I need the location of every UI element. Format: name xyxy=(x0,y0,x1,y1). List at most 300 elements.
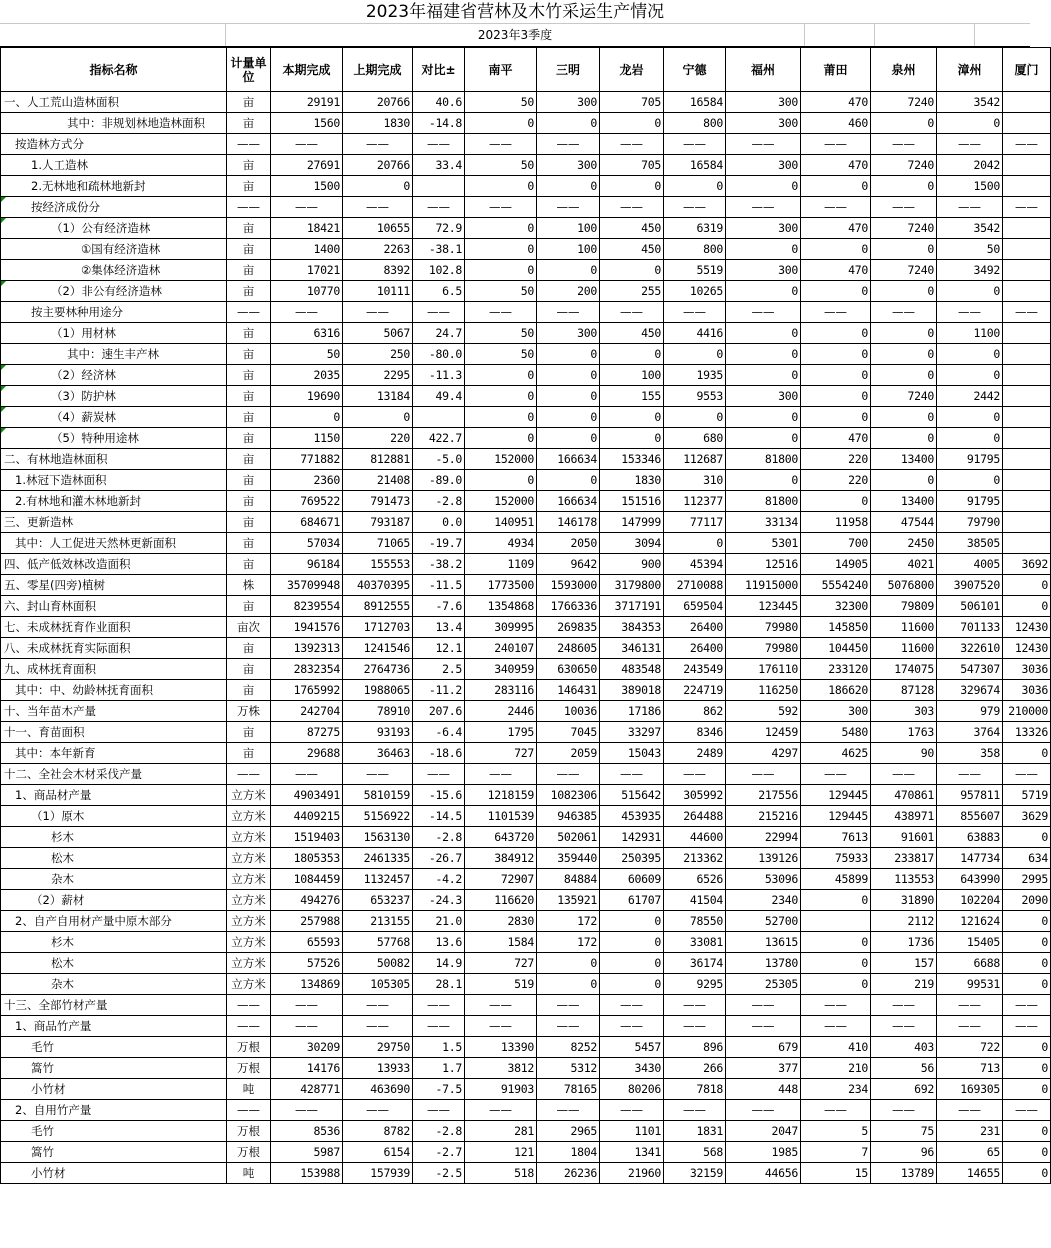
indicator-name-cell[interactable]: （1）用材林 xyxy=(1,323,227,344)
current-cell[interactable]: 87275 xyxy=(271,722,343,743)
current-cell[interactable]: 1500 xyxy=(271,176,343,197)
ningde-cell[interactable]: 1935 xyxy=(664,365,726,386)
ningde-cell[interactable]: 7818 xyxy=(664,1079,726,1100)
previous-cell[interactable]: 71065 xyxy=(343,533,413,554)
zhangzhou-cell[interactable]: 147734 xyxy=(937,848,1003,869)
zhangzhou-cell[interactable]: 322610 xyxy=(937,638,1003,659)
indicator-name-cell[interactable]: 其中：人工促进天然林更新面积 xyxy=(1,533,227,554)
zhangzhou-cell[interactable]: 3542 xyxy=(937,218,1003,239)
nanping-cell[interactable]: —— xyxy=(465,995,537,1016)
compare-cell[interactable]: -2.5 xyxy=(413,1163,465,1184)
ningde-cell[interactable]: 41504 xyxy=(664,890,726,911)
sanming-cell[interactable]: 0 xyxy=(537,365,600,386)
nanping-cell[interactable]: 91903 xyxy=(465,1079,537,1100)
nanping-cell[interactable]: 2446 xyxy=(465,701,537,722)
longyan-cell[interactable]: 0 xyxy=(600,428,664,449)
zhangzhou-cell[interactable]: 1100 xyxy=(937,323,1003,344)
previous-cell[interactable]: 20766 xyxy=(343,92,413,113)
current-cell[interactable]: 1400 xyxy=(271,239,343,260)
indicator-name-cell[interactable]: 其中：非规划林地造林面积 xyxy=(1,113,227,134)
nanping-cell[interactable]: 13390 xyxy=(465,1037,537,1058)
indicator-name-cell[interactable]: ②集体经济造林 xyxy=(1,260,227,281)
sanming-cell[interactable]: 0 xyxy=(537,470,600,491)
sanming-cell[interactable]: 946385 xyxy=(537,806,600,827)
indicator-name-cell[interactable]: 八、未成林抚育实际面积 xyxy=(1,638,227,659)
ningde-cell[interactable]: 9553 xyxy=(664,386,726,407)
current-cell[interactable]: 10770 xyxy=(271,281,343,302)
current-cell[interactable]: 257988 xyxy=(271,911,343,932)
indicator-name-cell[interactable]: 1、商品竹产量 xyxy=(1,1016,227,1037)
compare-cell[interactable]: -26.7 xyxy=(413,848,465,869)
ningde-cell[interactable]: 2710088 xyxy=(664,575,726,596)
current-cell[interactable]: 35709948 xyxy=(271,575,343,596)
fuzhou-cell[interactable]: 300 xyxy=(726,155,801,176)
xiamen-cell[interactable] xyxy=(1003,344,1051,365)
nanping-cell[interactable]: 309995 xyxy=(465,617,537,638)
indicator-name-cell[interactable]: 其中：本年新育 xyxy=(1,743,227,764)
quanzhou-cell[interactable]: 96 xyxy=(871,1142,937,1163)
compare-cell[interactable]: 14.9 xyxy=(413,953,465,974)
nanping-cell[interactable]: 1101539 xyxy=(465,806,537,827)
xiamen-cell[interactable]: 0 xyxy=(1003,1142,1051,1163)
fuzhou-cell[interactable]: 300 xyxy=(726,92,801,113)
fuzhou-cell[interactable]: 2047 xyxy=(726,1121,801,1142)
nanping-cell[interactable]: 2830 xyxy=(465,911,537,932)
unit-cell[interactable]: 立方米 xyxy=(227,848,271,869)
nanping-cell[interactable]: 1354868 xyxy=(465,596,537,617)
current-cell[interactable]: 17021 xyxy=(271,260,343,281)
sanming-cell[interactable]: —— xyxy=(537,1100,600,1121)
fuzhou-cell[interactable]: 215216 xyxy=(726,806,801,827)
ningde-cell[interactable]: —— xyxy=(664,995,726,1016)
quanzhou-cell[interactable]: —— xyxy=(871,995,937,1016)
putian-cell[interactable]: 7 xyxy=(801,1142,871,1163)
quanzhou-cell[interactable]: —— xyxy=(871,764,937,785)
putian-cell[interactable]: 220 xyxy=(801,470,871,491)
current-cell[interactable]: 134869 xyxy=(271,974,343,995)
compare-cell[interactable]: -7.5 xyxy=(413,1079,465,1100)
longyan-cell[interactable]: —— xyxy=(600,764,664,785)
zhangzhou-cell[interactable]: 3542 xyxy=(937,92,1003,113)
nanping-cell[interactable]: 4934 xyxy=(465,533,537,554)
indicator-name-cell[interactable]: 五、零星(四旁)植树 xyxy=(1,575,227,596)
longyan-cell[interactable]: 450 xyxy=(600,218,664,239)
current-cell[interactable]: 1941576 xyxy=(271,617,343,638)
nanping-cell[interactable]: 519 xyxy=(465,974,537,995)
xiamen-cell[interactable]: 0 xyxy=(1003,1058,1051,1079)
fuzhou-cell[interactable]: 22994 xyxy=(726,827,801,848)
previous-cell[interactable]: 50082 xyxy=(343,953,413,974)
zhangzhou-cell[interactable]: 91795 xyxy=(937,449,1003,470)
sanming-cell[interactable]: 200 xyxy=(537,281,600,302)
nanping-cell[interactable]: —— xyxy=(465,1016,537,1037)
previous-cell[interactable]: —— xyxy=(343,995,413,1016)
sanming-cell[interactable]: 135921 xyxy=(537,890,600,911)
longyan-cell[interactable]: 1830 xyxy=(600,470,664,491)
putian-cell[interactable]: 0 xyxy=(801,407,871,428)
longyan-cell[interactable]: 153346 xyxy=(600,449,664,470)
longyan-cell[interactable]: 450 xyxy=(600,323,664,344)
ningde-cell[interactable]: 243549 xyxy=(664,659,726,680)
fuzhou-cell[interactable]: 300 xyxy=(726,113,801,134)
indicator-name-cell[interactable]: （3）防护林 xyxy=(1,386,227,407)
longyan-cell[interactable]: 3179800 xyxy=(600,575,664,596)
previous-cell[interactable]: 29750 xyxy=(343,1037,413,1058)
longyan-cell[interactable]: 33297 xyxy=(600,722,664,743)
putian-cell[interactable]: —— xyxy=(801,134,871,155)
zhangzhou-cell[interactable]: —— xyxy=(937,1016,1003,1037)
fuzhou-cell[interactable]: 13780 xyxy=(726,953,801,974)
compare-cell[interactable]: -11.5 xyxy=(413,575,465,596)
compare-cell[interactable]: —— xyxy=(413,302,465,323)
compare-cell[interactable]: -38.2 xyxy=(413,554,465,575)
ningde-cell[interactable]: 77117 xyxy=(664,512,726,533)
quanzhou-cell[interactable]: 157 xyxy=(871,953,937,974)
compare-cell[interactable]: —— xyxy=(413,134,465,155)
longyan-cell[interactable]: 147999 xyxy=(600,512,664,533)
current-cell[interactable]: 2832354 xyxy=(271,659,343,680)
unit-cell[interactable]: 万根 xyxy=(227,1037,271,1058)
current-cell[interactable]: 428771 xyxy=(271,1079,343,1100)
indicator-name-cell[interactable]: 十二、全社会木材采伐产量 xyxy=(1,764,227,785)
unit-cell[interactable]: 亩 xyxy=(227,386,271,407)
previous-cell[interactable]: 791473 xyxy=(343,491,413,512)
putian-cell[interactable]: 0 xyxy=(801,176,871,197)
putian-cell[interactable]: 470 xyxy=(801,155,871,176)
xiamen-cell[interactable] xyxy=(1003,470,1051,491)
longyan-cell[interactable]: 100 xyxy=(600,365,664,386)
longyan-cell[interactable]: 0 xyxy=(600,953,664,974)
unit-cell[interactable]: 亩 xyxy=(227,176,271,197)
xiamen-cell[interactable]: —— xyxy=(1003,764,1051,785)
longyan-cell[interactable]: 142931 xyxy=(600,827,664,848)
nanping-cell[interactable]: 50 xyxy=(465,155,537,176)
putian-cell[interactable]: 7613 xyxy=(801,827,871,848)
longyan-cell[interactable]: 3430 xyxy=(600,1058,664,1079)
putian-cell[interactable]: 233120 xyxy=(801,659,871,680)
sanming-cell[interactable]: 300 xyxy=(537,92,600,113)
ningde-cell[interactable]: 266 xyxy=(664,1058,726,1079)
indicator-name-cell[interactable]: （5）特种用途林 xyxy=(1,428,227,449)
putian-cell[interactable]: 32300 xyxy=(801,596,871,617)
current-cell[interactable]: 29191 xyxy=(271,92,343,113)
zhangzhou-cell[interactable]: 0 xyxy=(937,344,1003,365)
nanping-cell[interactable]: 1773500 xyxy=(465,575,537,596)
quanzhou-cell[interactable]: 219 xyxy=(871,974,937,995)
quanzhou-cell[interactable]: 0 xyxy=(871,281,937,302)
xiamen-cell[interactable]: 0 xyxy=(1003,953,1051,974)
zhangzhou-cell[interactable]: 2042 xyxy=(937,155,1003,176)
current-cell[interactable]: 2360 xyxy=(271,470,343,491)
previous-cell[interactable]: —— xyxy=(343,134,413,155)
ningde-cell[interactable]: 32159 xyxy=(664,1163,726,1184)
indicator-name-cell[interactable]: 按经济成份分 xyxy=(1,197,227,218)
sanming-cell[interactable]: —— xyxy=(537,995,600,1016)
zhangzhou-cell[interactable]: 169305 xyxy=(937,1079,1003,1100)
compare-cell[interactable]: -15.6 xyxy=(413,785,465,806)
unit-cell[interactable]: 亩 xyxy=(227,638,271,659)
quanzhou-cell[interactable]: 7240 xyxy=(871,218,937,239)
indicator-name-cell[interactable]: 六、封山育林面积 xyxy=(1,596,227,617)
sanming-cell[interactable]: 1593000 xyxy=(537,575,600,596)
nanping-cell[interactable]: 0 xyxy=(465,428,537,449)
sanming-cell[interactable]: 0 xyxy=(537,344,600,365)
longyan-cell[interactable]: —— xyxy=(600,1016,664,1037)
sanming-cell[interactable]: 7045 xyxy=(537,722,600,743)
longyan-cell[interactable]: 384353 xyxy=(600,617,664,638)
fuzhou-cell[interactable]: 0 xyxy=(726,407,801,428)
nanping-cell[interactable]: —— xyxy=(465,764,537,785)
putian-cell[interactable]: —— xyxy=(801,302,871,323)
nanping-cell[interactable]: 0 xyxy=(465,176,537,197)
compare-cell[interactable]: -80.0 xyxy=(413,344,465,365)
xiamen-cell[interactable] xyxy=(1003,260,1051,281)
quanzhou-cell[interactable]: 90 xyxy=(871,743,937,764)
xiamen-cell[interactable]: —— xyxy=(1003,197,1051,218)
xiamen-cell[interactable]: 0 xyxy=(1003,1079,1051,1100)
quanzhou-cell[interactable]: 233817 xyxy=(871,848,937,869)
ningde-cell[interactable]: 6526 xyxy=(664,869,726,890)
zhangzhou-cell[interactable]: —— xyxy=(937,302,1003,323)
unit-cell[interactable]: 万株 xyxy=(227,701,271,722)
unit-cell[interactable]: 亩次 xyxy=(227,617,271,638)
compare-cell[interactable]: 72.9 xyxy=(413,218,465,239)
fuzhou-cell[interactable]: 12516 xyxy=(726,554,801,575)
compare-cell[interactable]: 2.5 xyxy=(413,659,465,680)
longyan-cell[interactable]: 0 xyxy=(600,176,664,197)
previous-cell[interactable]: —— xyxy=(343,302,413,323)
nanping-cell[interactable]: 3812 xyxy=(465,1058,537,1079)
nanping-cell[interactable]: 0 xyxy=(465,113,537,134)
longyan-cell[interactable]: 450 xyxy=(600,239,664,260)
previous-cell[interactable]: 6154 xyxy=(343,1142,413,1163)
nanping-cell[interactable]: 72907 xyxy=(465,869,537,890)
zhangzhou-cell[interactable]: 0 xyxy=(937,470,1003,491)
nanping-cell[interactable]: 1795 xyxy=(465,722,537,743)
current-cell[interactable]: —— xyxy=(271,302,343,323)
unit-cell[interactable]: 万根 xyxy=(227,1121,271,1142)
putian-cell[interactable]: 129445 xyxy=(801,785,871,806)
current-cell[interactable]: —— xyxy=(271,764,343,785)
fuzhou-cell[interactable]: 4297 xyxy=(726,743,801,764)
fuzhou-cell[interactable]: 25305 xyxy=(726,974,801,995)
nanping-cell[interactable]: —— xyxy=(465,1100,537,1121)
sanming-cell[interactable]: 248605 xyxy=(537,638,600,659)
quanzhou-cell[interactable]: 4021 xyxy=(871,554,937,575)
longyan-cell[interactable]: 346131 xyxy=(600,638,664,659)
xiamen-cell[interactable] xyxy=(1003,365,1051,386)
quanzhou-cell[interactable]: 1763 xyxy=(871,722,937,743)
nanping-cell[interactable]: 1584 xyxy=(465,932,537,953)
indicator-name-cell[interactable]: ①国有经济造林 xyxy=(1,239,227,260)
putian-cell[interactable]: 186620 xyxy=(801,680,871,701)
quanzhou-cell[interactable]: 7240 xyxy=(871,260,937,281)
previous-cell[interactable]: 57768 xyxy=(343,932,413,953)
sanming-cell[interactable]: 0 xyxy=(537,176,600,197)
previous-cell[interactable]: —— xyxy=(343,764,413,785)
longyan-cell[interactable]: 705 xyxy=(600,92,664,113)
zhangzhou-cell[interactable]: 6688 xyxy=(937,953,1003,974)
previous-cell[interactable]: 250 xyxy=(343,344,413,365)
quanzhou-cell[interactable]: 692 xyxy=(871,1079,937,1100)
putian-cell[interactable]: 5554240 xyxy=(801,575,871,596)
sanming-cell[interactable]: 1082306 xyxy=(537,785,600,806)
sanming-cell[interactable]: 166634 xyxy=(537,449,600,470)
quanzhou-cell[interactable]: 0 xyxy=(871,113,937,134)
unit-cell[interactable]: —— xyxy=(227,764,271,785)
quanzhou-cell[interactable]: 91601 xyxy=(871,827,937,848)
compare-cell[interactable]: 1.5 xyxy=(413,1037,465,1058)
fuzhou-cell[interactable]: 377 xyxy=(726,1058,801,1079)
indicator-name-cell[interactable]: 十一、育苗面积 xyxy=(1,722,227,743)
indicator-name-cell[interactable]: 毛竹 xyxy=(1,1037,227,1058)
ningde-cell[interactable]: 112687 xyxy=(664,449,726,470)
longyan-cell[interactable]: 3717191 xyxy=(600,596,664,617)
fuzhou-cell[interactable]: 11915000 xyxy=(726,575,801,596)
unit-cell[interactable]: 亩 xyxy=(227,344,271,365)
previous-cell[interactable]: 0 xyxy=(343,407,413,428)
quanzhou-cell[interactable]: 0 xyxy=(871,239,937,260)
fuzhou-cell[interactable]: 0 xyxy=(726,344,801,365)
putian-cell[interactable]: —— xyxy=(801,995,871,1016)
putian-cell[interactable]: 0 xyxy=(801,344,871,365)
quanzhou-cell[interactable]: 11600 xyxy=(871,638,937,659)
sanming-cell[interactable]: —— xyxy=(537,1016,600,1037)
ningde-cell[interactable]: 0 xyxy=(664,533,726,554)
compare-cell[interactable]: 422.7 xyxy=(413,428,465,449)
longyan-cell[interactable]: 21960 xyxy=(600,1163,664,1184)
longyan-cell[interactable]: 15043 xyxy=(600,743,664,764)
quanzhou-cell[interactable]: 1736 xyxy=(871,932,937,953)
sanming-cell[interactable]: 0 xyxy=(537,407,600,428)
sanming-cell[interactable]: 100 xyxy=(537,239,600,260)
unit-cell[interactable]: 立方米 xyxy=(227,827,271,848)
previous-cell[interactable]: 157939 xyxy=(343,1163,413,1184)
compare-cell[interactable]: 13.6 xyxy=(413,932,465,953)
current-cell[interactable]: 771882 xyxy=(271,449,343,470)
longyan-cell[interactable]: 705 xyxy=(600,155,664,176)
sanming-cell[interactable]: 0 xyxy=(537,386,600,407)
fuzhou-cell[interactable]: 33134 xyxy=(726,512,801,533)
putian-cell[interactable]: 14905 xyxy=(801,554,871,575)
ningde-cell[interactable]: 26400 xyxy=(664,638,726,659)
zhangzhou-cell[interactable]: —— xyxy=(937,197,1003,218)
current-cell[interactable]: —— xyxy=(271,995,343,1016)
putian-cell[interactable]: 234 xyxy=(801,1079,871,1100)
longyan-cell[interactable]: 155 xyxy=(600,386,664,407)
longyan-cell[interactable]: 0 xyxy=(600,113,664,134)
compare-cell[interactable]: -2.8 xyxy=(413,491,465,512)
previous-cell[interactable]: 213155 xyxy=(343,911,413,932)
putian-cell[interactable]: 129445 xyxy=(801,806,871,827)
current-cell[interactable]: 1392313 xyxy=(271,638,343,659)
putian-cell[interactable]: 0 xyxy=(801,386,871,407)
indicator-name-cell[interactable]: 二、有林地造林面积 xyxy=(1,449,227,470)
longyan-cell[interactable]: 453935 xyxy=(600,806,664,827)
unit-cell[interactable]: 亩 xyxy=(227,365,271,386)
nanping-cell[interactable]: 0 xyxy=(465,218,537,239)
unit-cell[interactable]: 亩 xyxy=(227,218,271,239)
nanping-cell[interactable]: 0 xyxy=(465,365,537,386)
previous-cell[interactable]: 8392 xyxy=(343,260,413,281)
longyan-cell[interactable]: 0 xyxy=(600,344,664,365)
indicator-name-cell[interactable]: 杉木 xyxy=(1,827,227,848)
sanming-cell[interactable]: 1766336 xyxy=(537,596,600,617)
compare-cell[interactable]: 28.1 xyxy=(413,974,465,995)
putian-cell[interactable]: 0 xyxy=(801,932,871,953)
unit-cell[interactable]: 立方米 xyxy=(227,953,271,974)
compare-cell[interactable]: -6.4 xyxy=(413,722,465,743)
putian-cell[interactable]: 300 xyxy=(801,701,871,722)
fuzhou-cell[interactable]: 5301 xyxy=(726,533,801,554)
ningde-cell[interactable]: 800 xyxy=(664,239,726,260)
indicator-name-cell[interactable]: 2、自产自用材产量中原木部分 xyxy=(1,911,227,932)
unit-cell[interactable]: —— xyxy=(227,134,271,155)
fuzhou-cell[interactable]: —— xyxy=(726,995,801,1016)
xiamen-cell[interactable] xyxy=(1003,428,1051,449)
unit-cell[interactable]: —— xyxy=(227,1100,271,1121)
current-cell[interactable]: 242704 xyxy=(271,701,343,722)
sanming-cell[interactable]: 502061 xyxy=(537,827,600,848)
previous-cell[interactable]: 40370395 xyxy=(343,575,413,596)
ningde-cell[interactable]: 224719 xyxy=(664,680,726,701)
unit-cell[interactable]: —— xyxy=(227,995,271,1016)
unit-cell[interactable]: 立方米 xyxy=(227,974,271,995)
compare-cell[interactable]: -2.8 xyxy=(413,1121,465,1142)
indicator-name-cell[interactable]: 杉木 xyxy=(1,932,227,953)
previous-cell[interactable]: 793187 xyxy=(343,512,413,533)
xiamen-cell[interactable]: 0 xyxy=(1003,911,1051,932)
zhangzhou-cell[interactable]: 701133 xyxy=(937,617,1003,638)
compare-cell[interactable]: -11.3 xyxy=(413,365,465,386)
ningde-cell[interactable]: 2489 xyxy=(664,743,726,764)
previous-cell[interactable]: 8912555 xyxy=(343,596,413,617)
fuzhou-cell[interactable]: 300 xyxy=(726,260,801,281)
zhangzhou-cell[interactable]: 979 xyxy=(937,701,1003,722)
compare-cell[interactable] xyxy=(413,407,465,428)
unit-cell[interactable]: 亩 xyxy=(227,407,271,428)
unit-cell[interactable]: 立方米 xyxy=(227,911,271,932)
putian-cell[interactable]: 11958 xyxy=(801,512,871,533)
indicator-name-cell[interactable]: 毛竹 xyxy=(1,1121,227,1142)
zhangzhou-cell[interactable]: 99531 xyxy=(937,974,1003,995)
indicator-name-cell[interactable]: （2）非公有经济造林 xyxy=(1,281,227,302)
fuzhou-cell[interactable]: 116250 xyxy=(726,680,801,701)
nanping-cell[interactable]: 50 xyxy=(465,323,537,344)
unit-cell[interactable]: 亩 xyxy=(227,554,271,575)
indicator-name-cell[interactable]: 三、更新造林 xyxy=(1,512,227,533)
indicator-name-cell[interactable]: 十三、全部竹材产量 xyxy=(1,995,227,1016)
compare-cell[interactable]: 1.7 xyxy=(413,1058,465,1079)
putian-cell[interactable]: 0 xyxy=(801,239,871,260)
xiamen-cell[interactable]: 3036 xyxy=(1003,680,1051,701)
nanping-cell[interactable]: 0 xyxy=(465,407,537,428)
sanming-cell[interactable]: 26236 xyxy=(537,1163,600,1184)
current-cell[interactable]: 6316 xyxy=(271,323,343,344)
indicator-name-cell[interactable]: 小竹材 xyxy=(1,1163,227,1184)
current-cell[interactable]: 27691 xyxy=(271,155,343,176)
quanzhou-cell[interactable]: —— xyxy=(871,197,937,218)
putian-cell[interactable]: 15 xyxy=(801,1163,871,1184)
indicator-name-cell[interactable]: （4）薪炭林 xyxy=(1,407,227,428)
compare-cell[interactable]: 33.4 xyxy=(413,155,465,176)
unit-cell[interactable]: 亩 xyxy=(227,680,271,701)
ningde-cell[interactable]: 4416 xyxy=(664,323,726,344)
zhangzhou-cell[interactable]: 79790 xyxy=(937,512,1003,533)
fuzhou-cell[interactable]: 81800 xyxy=(726,449,801,470)
zhangzhou-cell[interactable]: 329674 xyxy=(937,680,1003,701)
putian-cell[interactable]: 0 xyxy=(801,323,871,344)
